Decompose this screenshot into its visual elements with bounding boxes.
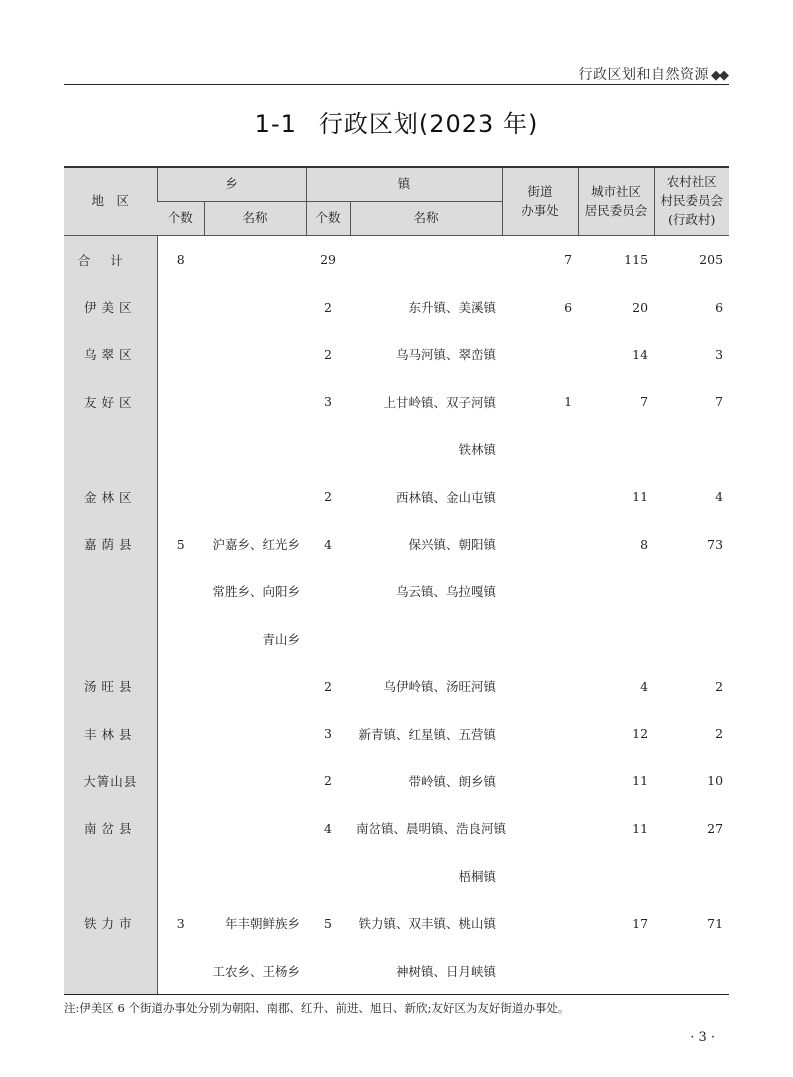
cell-jiedao bbox=[502, 852, 578, 899]
cell-area: 南岔县 bbox=[64, 805, 157, 852]
cell-zhen-count bbox=[306, 947, 350, 995]
cell-xiang-names bbox=[204, 283, 306, 330]
cell-jiedao bbox=[502, 757, 578, 804]
header-rule bbox=[64, 84, 729, 85]
cell-city: 12 bbox=[632, 726, 649, 742]
header-area: 地 区 bbox=[64, 167, 157, 236]
table-number: 1-1 bbox=[254, 110, 297, 138]
cell-zhen-names: 乌云镇、乌拉嘎镇 bbox=[396, 584, 497, 600]
cell-xiang-count bbox=[157, 710, 204, 757]
cell-city: 17 bbox=[632, 915, 649, 931]
cell-jiedao bbox=[502, 520, 578, 567]
cell-xiang-count: 8 bbox=[176, 252, 185, 268]
cell-xiang-count bbox=[157, 473, 204, 520]
cell-area: 汤旺县 bbox=[64, 663, 157, 710]
header-city-line1: 城市社区 bbox=[591, 183, 642, 199]
cell-xiang-count: 5 bbox=[176, 536, 185, 552]
cell-rural bbox=[654, 615, 729, 662]
cell-xiang-count bbox=[157, 331, 204, 378]
cell-city: 7 bbox=[640, 394, 649, 410]
cell-xiang-names bbox=[204, 710, 306, 757]
cell-xiang-names bbox=[204, 757, 306, 804]
cell-area: 铁力市 bbox=[64, 899, 157, 946]
cell-rural: 73 bbox=[707, 536, 724, 552]
cell-rural bbox=[654, 426, 729, 473]
running-header bbox=[579, 64, 728, 84]
cell-area: 丰林县 bbox=[64, 710, 157, 757]
cell-city: 20 bbox=[632, 299, 649, 315]
cell-rural: 71 bbox=[707, 915, 724, 931]
cell-xiang-names bbox=[204, 473, 306, 520]
header-city-line2: 居民委员会 bbox=[584, 202, 648, 218]
cell-zhen-names bbox=[350, 615, 502, 662]
table-body bbox=[64, 236, 729, 995]
table-row bbox=[64, 615, 729, 662]
table-row bbox=[64, 757, 729, 804]
cell-zhen-names bbox=[350, 236, 502, 284]
table-row bbox=[64, 568, 729, 615]
cell-zhen-names: 上甘岭镇、双子河镇 bbox=[383, 394, 497, 410]
table-row bbox=[64, 805, 729, 852]
header-row-1 bbox=[64, 167, 729, 202]
cell-city bbox=[578, 426, 654, 473]
cell-zhen-names: 西林镇、金山屯镇 bbox=[396, 489, 497, 505]
cell-zhen-count bbox=[306, 852, 350, 899]
cell-jiedao bbox=[502, 568, 578, 615]
cell-zhen-count: 29 bbox=[320, 252, 336, 268]
cell-xiang-names bbox=[204, 426, 306, 473]
cell-zhen-count bbox=[306, 568, 350, 615]
cell-area: 友好区 bbox=[64, 378, 157, 425]
cell-city: 8 bbox=[640, 536, 649, 552]
header-rural-line3: (行政村) bbox=[668, 211, 716, 227]
page-number: · 3 · bbox=[690, 1030, 715, 1045]
cell-area bbox=[64, 947, 157, 995]
cell-zhen-names: 新青镇、红星镇、五营镇 bbox=[358, 726, 497, 742]
cell-city bbox=[578, 568, 654, 615]
cell-xiang-names bbox=[204, 805, 306, 852]
cell-city: 14 bbox=[632, 346, 649, 362]
table-row bbox=[64, 378, 729, 425]
cell-city: 4 bbox=[640, 678, 649, 694]
cell-area: 伊美区 bbox=[64, 283, 157, 330]
table-row bbox=[64, 663, 729, 710]
table-row bbox=[64, 947, 729, 995]
cell-xiang-count bbox=[157, 947, 204, 995]
running-header-text: 行政区划和自然资源 bbox=[578, 67, 709, 83]
cell-zhen-names: 乌伊岭镇、汤旺河镇 bbox=[383, 679, 497, 695]
cell-rural bbox=[654, 852, 729, 899]
cell-area bbox=[64, 852, 157, 899]
cell-city: 11 bbox=[632, 820, 649, 836]
cell-zhen-count bbox=[306, 426, 350, 473]
cell-xiang-names: 沪嘉乡、红光乡 bbox=[212, 537, 301, 553]
cell-zhen-names: 铁力镇、双丰镇、桃山镇 bbox=[358, 916, 497, 932]
cell-zhen-count: 3 bbox=[324, 394, 332, 410]
cell-area bbox=[64, 568, 157, 615]
table-row bbox=[64, 236, 729, 284]
cell-xiang-names: 常胜乡、向阳乡 bbox=[212, 584, 301, 600]
cell-area bbox=[64, 615, 157, 662]
cell-zhen-names: 带岭镇、朗乡镇 bbox=[408, 773, 497, 789]
header-xiang-count: 个数 bbox=[157, 202, 204, 236]
header-rural-line2: 村民委员会 bbox=[660, 193, 724, 209]
cell-xiang-count bbox=[157, 805, 204, 852]
cell-rural: 3 bbox=[715, 346, 724, 362]
table-row bbox=[64, 852, 729, 899]
cell-rural: 7 bbox=[715, 394, 724, 410]
cell-xiang-names: 年丰朝鲜族乡 bbox=[225, 916, 301, 932]
table-row bbox=[64, 426, 729, 473]
cell-jiedao bbox=[502, 805, 578, 852]
cell-rural: 2 bbox=[715, 726, 724, 742]
cell-zhen-names: 梧桐镇 bbox=[458, 868, 497, 884]
cell-zhen-count: 3 bbox=[324, 726, 332, 742]
table-row bbox=[64, 331, 729, 378]
cell-xiang-names: 青山乡 bbox=[262, 631, 301, 647]
header-xiang: 乡 bbox=[157, 167, 306, 202]
cell-area: 大箐山县 bbox=[64, 757, 157, 804]
cell-zhen-names: 南岔镇、晨明镇、浩良河镇 bbox=[356, 821, 507, 837]
cell-xiang-count bbox=[157, 757, 204, 804]
cell-city bbox=[578, 852, 654, 899]
cell-jiedao: 1 bbox=[564, 394, 573, 410]
table-title: 行政区划(2023 年) bbox=[318, 110, 539, 138]
header-zhen-name: 名称 bbox=[350, 202, 502, 236]
cell-city: 115 bbox=[624, 252, 649, 268]
cell-zhen-count: 4 bbox=[324, 820, 332, 836]
cell-zhen-count: 2 bbox=[324, 346, 332, 362]
cell-zhen-names: 保兴镇、朝阳镇 bbox=[408, 537, 497, 553]
cell-zhen-names: 乌马河镇、翠峦镇 bbox=[396, 347, 497, 363]
header-jiedao bbox=[502, 167, 578, 236]
cell-jiedao bbox=[502, 663, 578, 710]
cell-zhen-count: 2 bbox=[324, 299, 332, 315]
cell-zhen-count: 4 bbox=[324, 536, 332, 552]
page-title bbox=[0, 104, 793, 139]
cell-xiang-names bbox=[204, 236, 306, 284]
cell-xiang-count bbox=[157, 852, 204, 899]
cell-xiang-count: 3 bbox=[176, 915, 185, 931]
header-rural-committee bbox=[654, 167, 729, 236]
cell-zhen-count: 2 bbox=[324, 489, 332, 505]
cell-xiang-names: 工农乡、王杨乡 bbox=[204, 947, 306, 995]
cell-zhen-names: 东升镇、美溪镇 bbox=[408, 300, 497, 316]
header-xiang-name: 名称 bbox=[204, 202, 306, 236]
cell-rural: 10 bbox=[707, 773, 724, 789]
diamond-icon: ◆◆ bbox=[711, 68, 727, 83]
table-row bbox=[64, 899, 729, 946]
header-jiedao-line1: 街道 bbox=[527, 183, 553, 199]
cell-area: 合计 bbox=[64, 236, 157, 284]
cell-jiedao: 6 bbox=[564, 299, 573, 315]
table-row bbox=[64, 283, 729, 330]
cell-jiedao bbox=[502, 426, 578, 473]
cell-rural: 6 bbox=[715, 299, 724, 315]
cell-rural: 4 bbox=[715, 489, 724, 505]
cell-zhen-count: 5 bbox=[324, 915, 332, 931]
cell-area bbox=[64, 426, 157, 473]
cell-rural: 205 bbox=[699, 252, 724, 268]
header-zhen: 镇 bbox=[306, 167, 502, 202]
cell-zhen-count bbox=[306, 615, 350, 662]
cell-city: 11 bbox=[632, 489, 649, 505]
cell-rural bbox=[654, 568, 729, 615]
footnote: 注:伊美区 6 个街道办事处分别为朝阳、南郡、红升、前进、旭日、新欣;友好区为友好街道办事处。 bbox=[64, 1001, 570, 1015]
cell-zhen-count: 2 bbox=[324, 773, 332, 789]
cell-rural: 27 bbox=[707, 820, 724, 836]
table-row bbox=[64, 473, 729, 520]
cell-zhen-count: 2 bbox=[324, 678, 332, 694]
cell-area: 嘉荫县 bbox=[64, 520, 157, 567]
cell-xiang-count bbox=[157, 663, 204, 710]
cell-area: 乌翠区 bbox=[64, 331, 157, 378]
cell-jiedao: 7 bbox=[564, 252, 573, 268]
header-rural-line1: 农村社区 bbox=[666, 174, 717, 190]
cell-xiang-count bbox=[157, 615, 204, 662]
cell-xiang-names bbox=[204, 852, 306, 899]
header-zhen-count: 个数 bbox=[306, 202, 350, 236]
cell-xiang-count bbox=[157, 283, 204, 330]
header-jiedao-line2: 办事处 bbox=[521, 202, 559, 218]
cell-jiedao bbox=[502, 615, 578, 662]
header-city-committee bbox=[578, 167, 654, 236]
cell-jiedao bbox=[502, 331, 578, 378]
cell-xiang-count bbox=[157, 426, 204, 473]
division-table bbox=[64, 166, 729, 995]
cell-city: 11 bbox=[632, 773, 649, 789]
cell-jiedao bbox=[502, 899, 578, 946]
cell-zhen-names: 铁林镇 bbox=[458, 442, 497, 458]
table-row bbox=[64, 520, 729, 567]
cell-xiang-names bbox=[204, 378, 306, 425]
cell-xiang-count bbox=[157, 568, 204, 615]
cell-rural: 2 bbox=[715, 678, 724, 694]
cell-xiang-names bbox=[204, 663, 306, 710]
cell-xiang-names bbox=[204, 331, 306, 378]
cell-xiang-count bbox=[157, 378, 204, 425]
cell-city bbox=[578, 947, 654, 995]
table-row bbox=[64, 710, 729, 757]
cell-jiedao bbox=[502, 710, 578, 757]
cell-jiedao bbox=[502, 947, 578, 995]
cell-area: 金林区 bbox=[64, 473, 157, 520]
cell-jiedao bbox=[502, 473, 578, 520]
cell-rural bbox=[654, 947, 729, 995]
cell-city bbox=[578, 615, 654, 662]
cell-zhen-names: 神树镇、日月峡镇 bbox=[350, 947, 502, 995]
